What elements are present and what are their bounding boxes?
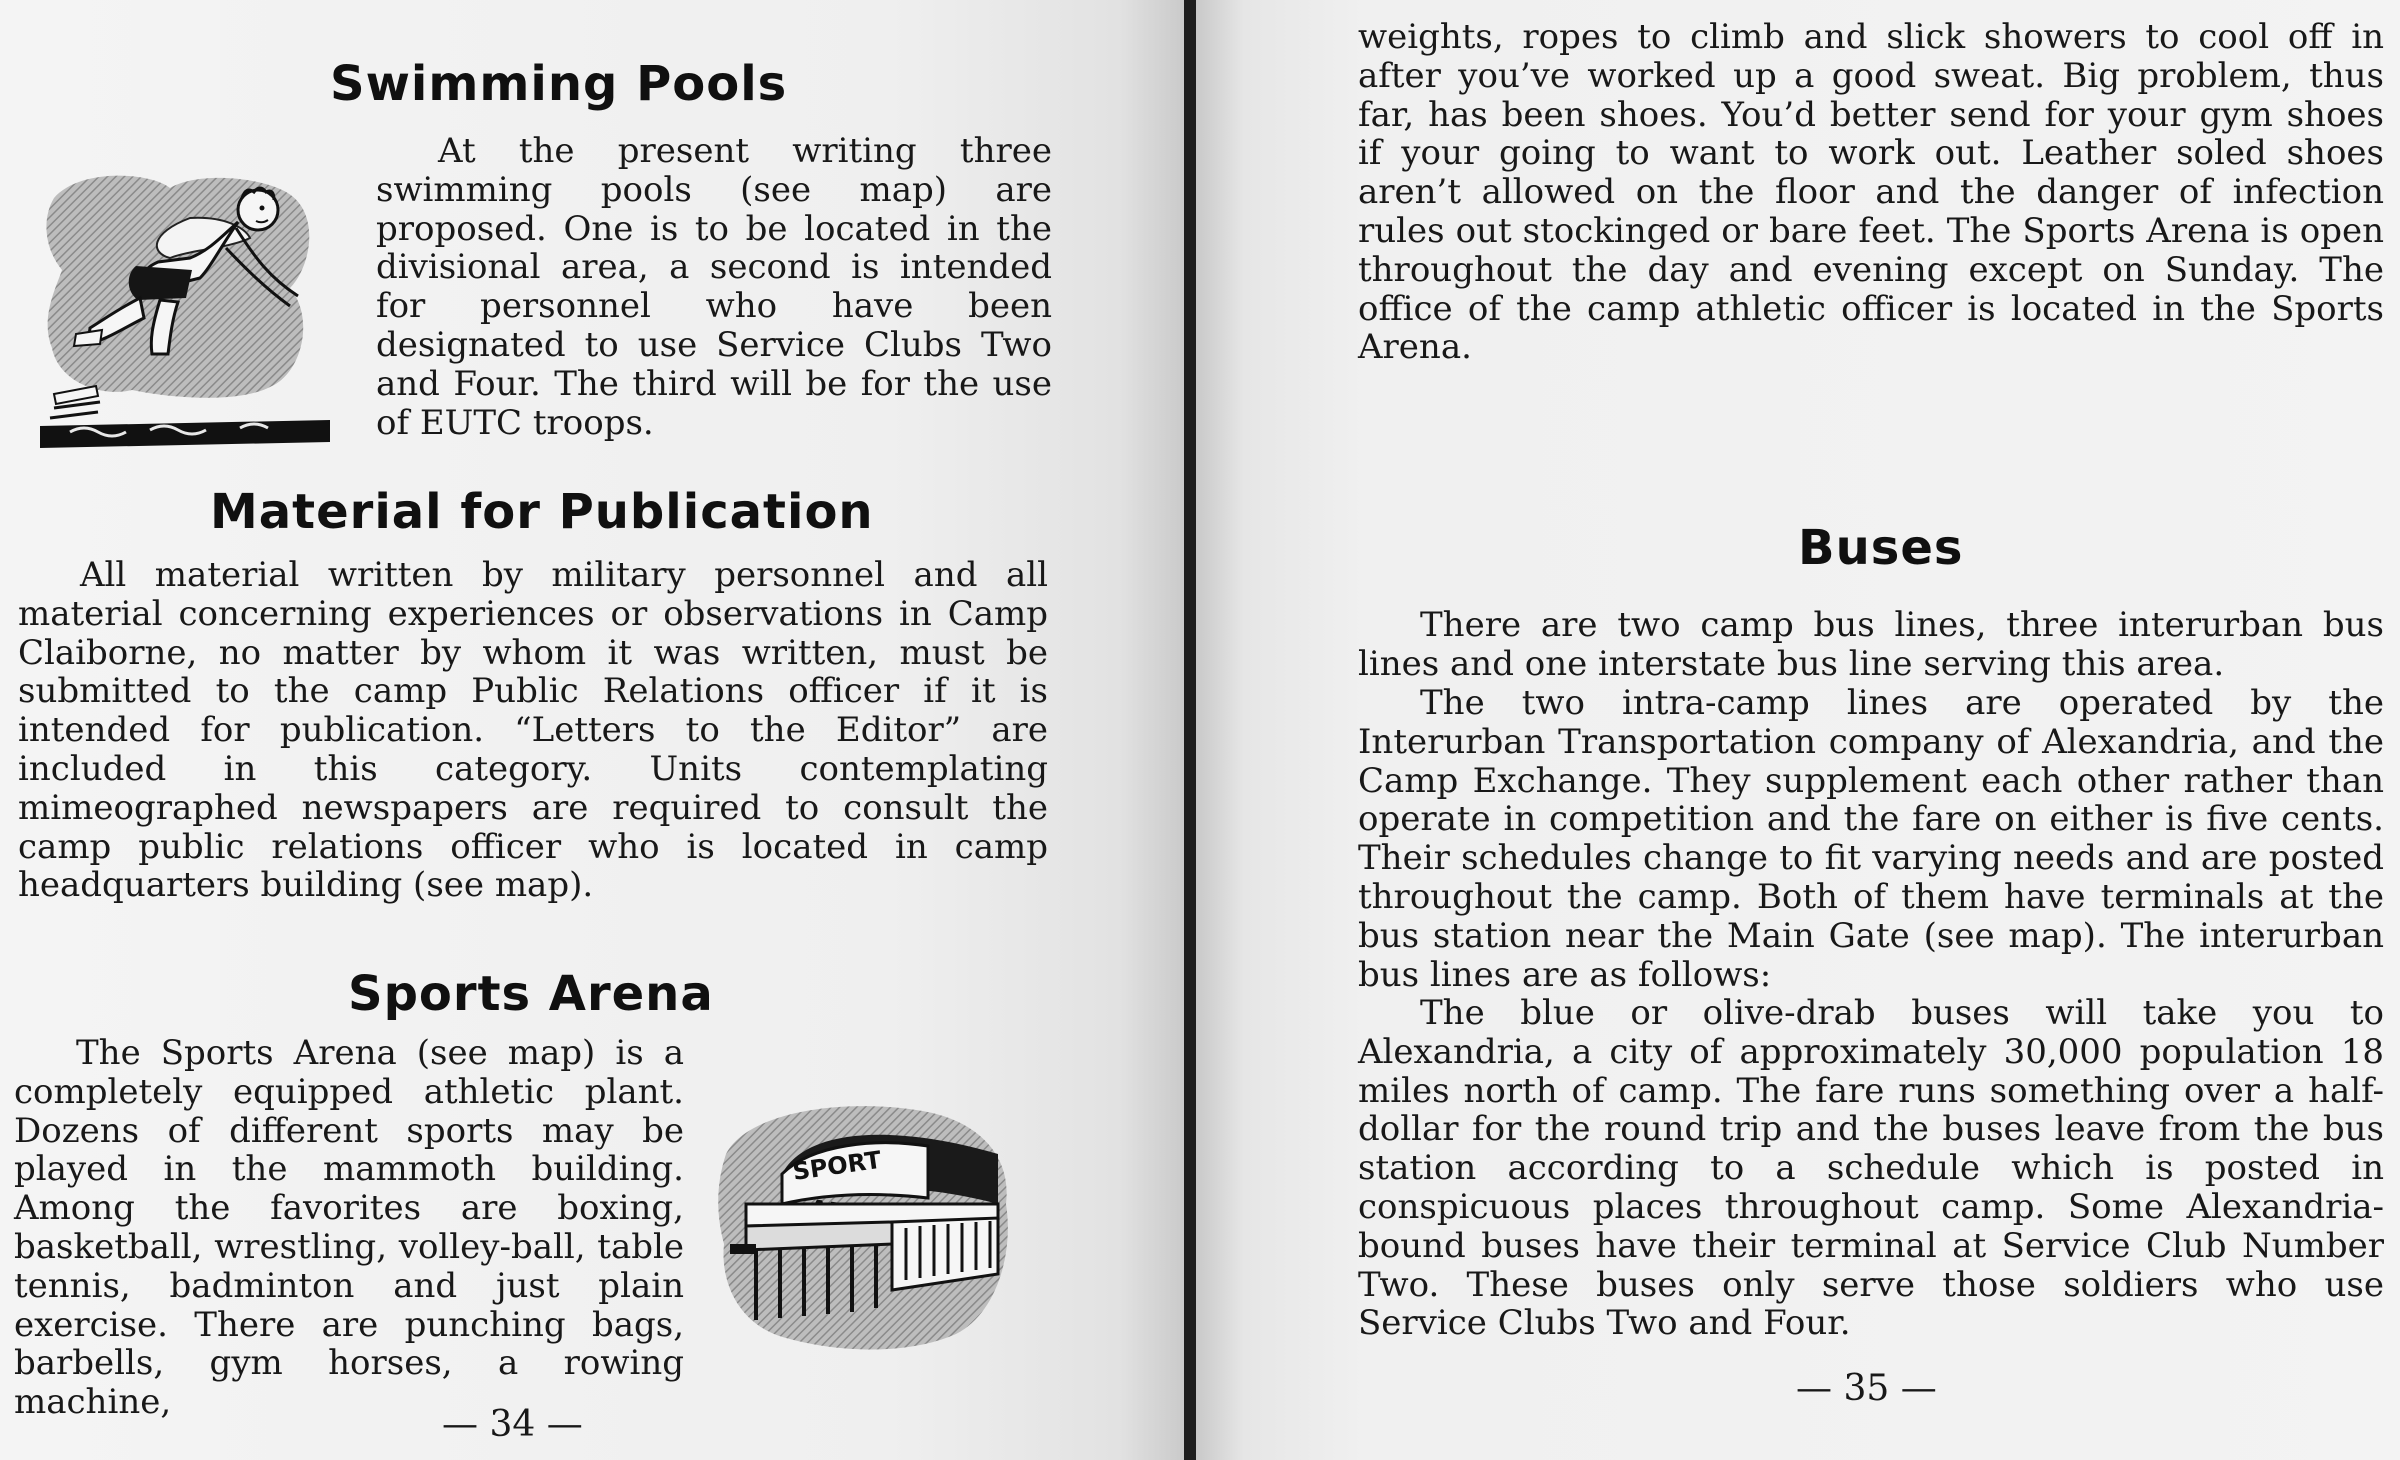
swimming-pools-paragraph: At the present writing three swimming pools (see map) are proposed. One is to be located in the divisional area, a second is intended for personnel who have been designated to use Service Clubs Two and Four. The third will be for the use of EUTC troops. — [376, 131, 1052, 443]
heading-swimming-pools: Swimming Pools — [330, 56, 788, 112]
svg-text:SPORT: SPORT — [790, 1145, 884, 1186]
buses-paragraph-2: The two intra-camp lines are operated by the Interurban Transportation company of Alexandria, and the Camp Exchange. They supplement each other rather than operate in competition and the fare on either is five cents. Their schedules change to fit varying needs and are posted throughout the camp. Both of them have terminals at the bus station near the Main Gate (see map). The interurban bus lines are as follows: — [1358, 683, 2384, 995]
material-for-publication-paragraph: All material written by military personnel and all material concerning experiences or observations in Camp Claiborne, no matter by whom it was written, must be submitted to the camp Public Relations officer if it is intended for publication. “Letters to the Editor” are included in this category. Units contemplating mimeographed newspapers are required to consult the camp public relations officer who is located in camp headquarters building (see map). — [18, 555, 1048, 906]
heading-sports-arena: Sports Arena — [348, 966, 714, 1022]
sports-arena-illustration — [716, 1094, 1016, 1358]
page-number-right: — 35 — — [1796, 1368, 1937, 1409]
sports-arena-drawing — [716, 1094, 1016, 1358]
sports-arena-continued-paragraph: weights, ropes to climb and slick showers to cool off in after you’ve worked up a good sweat. Big problem, thus far, has been shoes. You’d better send for your gym shoes if your going to want to work out. Leather soled shoes aren’t allowed on the floor and the danger of infection rules out stockinged or bare feet. The Sports Arena is open throughout the day and evening except on Sunday. The office of the camp athletic officer is located in the Sports Arena. — [1358, 17, 2384, 368]
page-number-left: — 34 — — [442, 1404, 583, 1445]
sports-arena-paragraph: The Sports Arena (see map) is a completely equipped athletic plant. Dozens of different sports may be played in the mammoth building. Among the favorites are boxing, basketball, wrestling, volley-ball, table tennis, badminton and just plain exercise. There are punching bags, barbells, gym horses, a rowing machine, — [14, 1033, 684, 1423]
buses-paragraph-1: There are two camp bus lines, three interurban bus lines and one interstate bus line serving this area. — [1358, 605, 2384, 684]
swimmer-drawing — [40, 158, 330, 450]
heading-buses: Buses — [1798, 520, 1964, 576]
buses-paragraph-3: The blue or olive-drab buses will take you to Alexandria, a city of approximately 30,000 population 18 miles north of camp. The fare runs something over a half-dollar for the round trip and the buses leave from the bus station according to a schedule which is posted in conspicuous places throughout camp. Some Alexandria-bound buses have their terminal at Service Club Number Two. These buses only serve those soldiers who use Service Clubs Two and Four. — [1358, 993, 2384, 1344]
right-page — [1196, 0, 2400, 1460]
left-page — [0, 0, 1190, 1460]
swimmer-illustration — [40, 158, 330, 450]
heading-material-for-publication: Material for Publication — [210, 484, 874, 540]
